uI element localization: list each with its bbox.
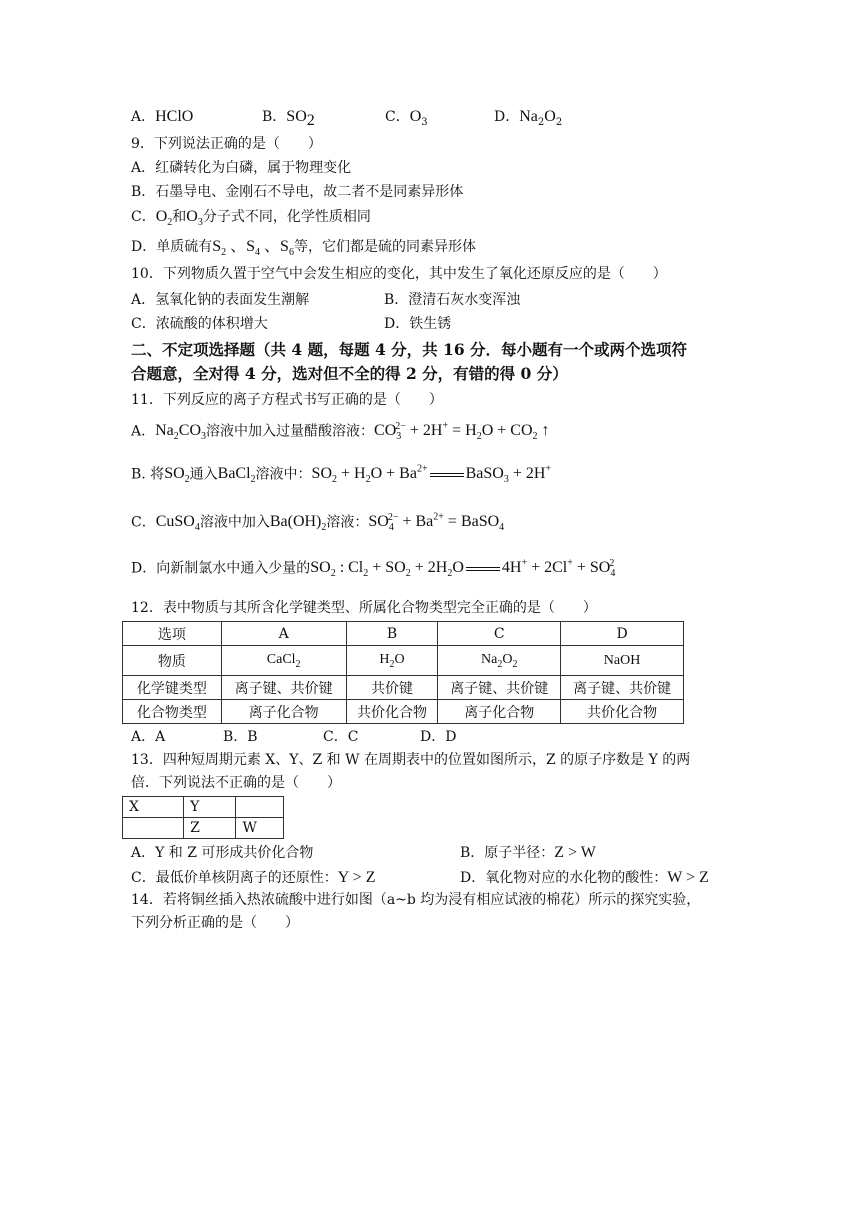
grid-cell: W bbox=[236, 818, 284, 839]
q9-option-b[interactable]: B．石墨导电、金刚石不导电，故二者不是同素异形体 bbox=[131, 184, 464, 200]
q12-option-b[interactable]: B．B bbox=[223, 729, 258, 745]
table-cell: 共价键 bbox=[346, 676, 438, 700]
table-cell: 离子化合物 bbox=[438, 700, 561, 724]
equals-sign bbox=[430, 473, 464, 477]
ionic-equation: $CO_3^{2-} + 2H^+ = H_2O + CO_2$ ↑ bbox=[374, 421, 550, 443]
q14-stem: 14．若将铜丝插入热浓硫酸中进行如图（a~b 均为浸有相应试液的棉花）所示的探究实验， bbox=[131, 892, 701, 908]
q12-option-d[interactable]: D．D bbox=[420, 729, 457, 745]
table-row bbox=[123, 676, 684, 700]
table-cell: 离子化合物 bbox=[221, 700, 346, 724]
grid-cell: Y bbox=[184, 797, 236, 818]
table-header: B bbox=[346, 622, 438, 646]
q8-option-d[interactable]: D．$Na_2O_2$ bbox=[494, 108, 563, 128]
table-cell: 共价化合物 bbox=[561, 700, 684, 724]
q8-option-a[interactable]: A．HClO bbox=[131, 108, 194, 125]
table-row bbox=[123, 622, 684, 646]
table-row bbox=[123, 797, 284, 818]
q11-stem: 11．下列反应的离子方程式书写正确的是（ ） bbox=[131, 392, 443, 408]
q11-option-d[interactable]: D．向新制氯水中通入少量的$SO_2$ : $Cl_2 + SO_2 + 2H_2O$ $4H^+ + 2Cl^+ + SO_4^2$ bbox=[131, 558, 616, 580]
grid-cell bbox=[236, 797, 284, 818]
q13-stem-cont: 倍．下列说法不正确的是（ ） bbox=[131, 775, 341, 791]
q12-option-c[interactable]: C．C bbox=[323, 729, 359, 745]
formula: $O_2$ bbox=[155, 208, 173, 229]
q9-option-d[interactable]: D．单质硫有$S_2$ 、$S_4$ 、$S_6$等，它们都是硫的同素异形体 bbox=[131, 238, 476, 259]
q9-stem: 9．下列说法正确的是（ ） bbox=[131, 136, 322, 152]
formula: CuSO$_4$ bbox=[155, 513, 200, 534]
q12-option-a[interactable]: A．A bbox=[131, 729, 166, 745]
q9-option-a[interactable]: A．红磷转化为白磷，属于物理变化 bbox=[131, 160, 352, 176]
q13-option-d[interactable]: D．氧化物对应的水化物的酸性：W > Z bbox=[460, 869, 709, 886]
ionic-equation: $SO_2$ : $Cl_2 + SO_2 + 2H_2O$ $4H^+ + 2Cl^+ + SO_4^2$ bbox=[310, 558, 616, 580]
table-row bbox=[123, 818, 284, 839]
table-cell: 离子键、共价键 bbox=[438, 676, 561, 700]
table-row bbox=[123, 646, 684, 676]
q8-option-c[interactable]: C．$O_3$ bbox=[385, 108, 428, 128]
table-header: D bbox=[561, 622, 684, 646]
row-label: 化学键类型 bbox=[123, 676, 222, 700]
q13-option-b[interactable]: B．原子半径：Z > W bbox=[460, 844, 596, 861]
q13-stem: 13．四种短周期元素 X、Y、Z 和 W 在周期表中的位置如图所示，Z 的原子序数是 Y 的两 bbox=[131, 752, 691, 768]
q11-option-a[interactable]: A．$Na_2CO_3$溶液中加入过量醋酸溶液：$CO_3^{2-} + 2H^+ = H_2O + CO_2$ ↑ bbox=[131, 421, 550, 443]
q11-option-c[interactable]: C．CuSO$_4$溶液中加入$Ba(OH)_2$溶液：$SO_4^{2-} + Ba^{2+}$ = BaSO$_4$ bbox=[131, 512, 505, 534]
q14-stem-cont: 下列分析正确的是（ ） bbox=[131, 915, 299, 931]
q10-option-a[interactable]: A．氢氧化钠的表面发生潮解 bbox=[131, 292, 310, 308]
table-cell: 共价化合物 bbox=[346, 700, 438, 724]
table-cell: 离子键、共价键 bbox=[561, 676, 684, 700]
table-header: A bbox=[221, 622, 346, 646]
table-row bbox=[123, 700, 684, 724]
q10-option-b[interactable]: B．澄清石灰水变浑浊 bbox=[384, 292, 521, 308]
row-label: 化合物类型 bbox=[123, 700, 222, 724]
q10-option-d[interactable]: D．铁生锈 bbox=[384, 316, 452, 332]
table-header: 选项 bbox=[123, 622, 222, 646]
row-label: 物质 bbox=[123, 646, 222, 676]
substance-cell: $H_2O$ bbox=[346, 646, 438, 676]
formula: $Na_2CO_3$ bbox=[155, 422, 207, 443]
formula: $SO_2$ bbox=[164, 465, 190, 486]
q11-option-b[interactable]: B. 将$SO_2$通入BaCl$_2$溶液中：$SO_2 + H_2O + Ba^{2+}$ BaSO$_3$ + 2H+ bbox=[131, 464, 552, 486]
q10-option-c[interactable]: C．浓硫酸的体积增大 bbox=[131, 316, 268, 332]
q12-stem: 12．表中物质与其所含化学键类型、所属化合物类型完全正确的是（ ） bbox=[131, 600, 597, 616]
q13-option-a[interactable]: A．Y 和 Z 可形成共价化合物 bbox=[131, 845, 314, 861]
q9-option-c[interactable]: C．$O_2$和$O_3$分子式不同，化学性质相同 bbox=[131, 208, 371, 229]
substance-cell: $Na_2O_2$ bbox=[438, 646, 561, 676]
q8-option-b[interactable]: B．$SO_2$ bbox=[262, 108, 315, 129]
formula: $O_3$ bbox=[186, 208, 203, 229]
substance-cell: NaOH bbox=[561, 646, 684, 676]
section-heading: 二、不定项选择题（共 4 题，每题 4 分，共 16 分．每小题有一个或两个选项符 bbox=[131, 340, 688, 359]
grid-cell bbox=[123, 818, 184, 839]
formula: BaCl$_2$ bbox=[217, 465, 256, 486]
q13-option-c[interactable]: C．最低价单核阴离子的还原性：Y > Z bbox=[131, 869, 376, 886]
periodic-grid bbox=[122, 796, 284, 839]
formula: $S_2$ 、$S_4$ 、$S_6$ bbox=[212, 238, 294, 259]
q12-table bbox=[122, 621, 684, 724]
ionic-equation: $SO_2 + H_2O + Ba^{2+}$ BaSO$_3$ + 2H+ bbox=[311, 464, 552, 486]
grid-cell: Z bbox=[184, 818, 236, 839]
ionic-equation: $SO_4^{2-} + Ba^{2+}$ = BaSO$_4$ bbox=[368, 512, 505, 534]
grid-cell: X bbox=[123, 797, 184, 818]
table-cell: 离子键、共价键 bbox=[221, 676, 346, 700]
equals-sign bbox=[466, 567, 500, 571]
section-heading-cont: 合题意，全对得 4 分，选对但不全的得 2 分，有错的得 0 分） bbox=[131, 364, 568, 383]
formula: $Ba(OH)_2$ bbox=[269, 513, 327, 534]
substance-cell: CaCl$_2$ bbox=[221, 646, 346, 676]
q10-stem: 10．下列物质久置于空气中会发生相应的变化，其中发生了氧化还原反应的是（ ） bbox=[131, 266, 667, 282]
table-header: C bbox=[438, 622, 561, 646]
